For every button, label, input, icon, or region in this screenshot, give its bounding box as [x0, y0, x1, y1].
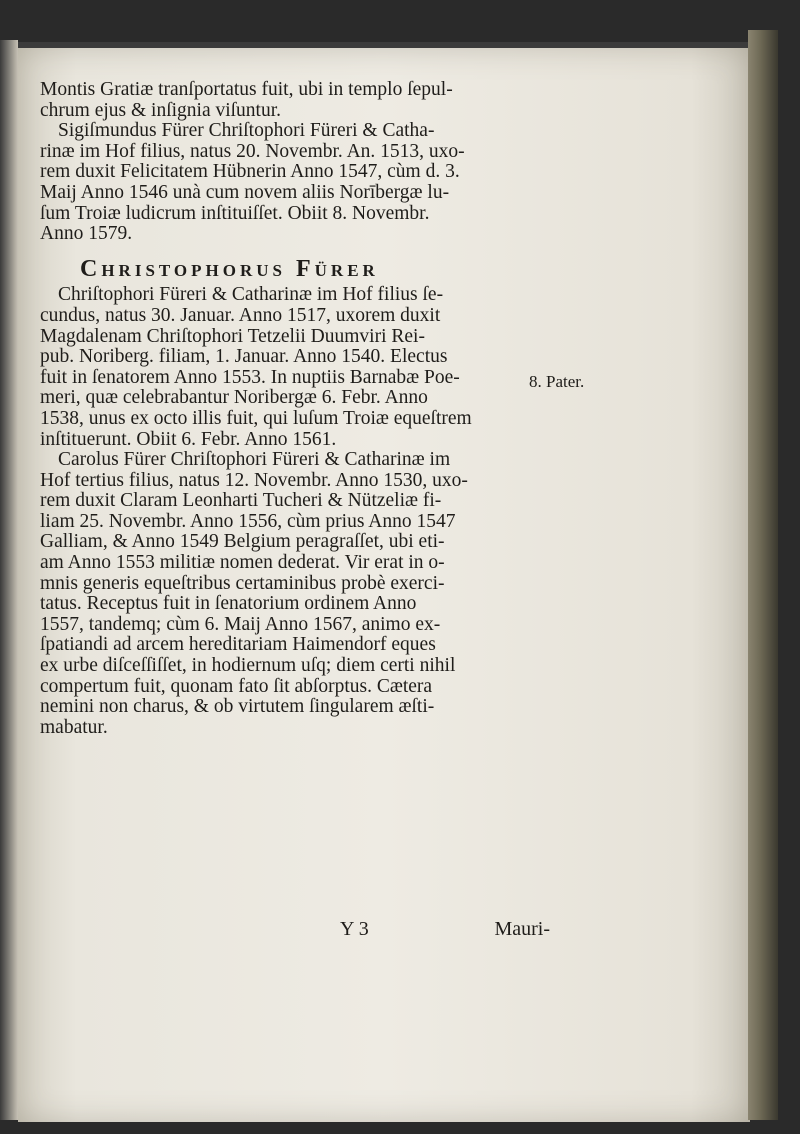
page-footer	[340, 918, 550, 941]
text-line: Anno 1579.	[40, 223, 133, 245]
text-line: ſum Troiæ ludicrum inſtituiſſet. Obiit 8. Novembr.	[40, 202, 430, 224]
text-line: Chriſtophori Füreri & Catharinæ im Hof filius ſe-	[58, 284, 444, 306]
text-line: ſpatiandi ad arcem hereditariam Haimendorf eques	[40, 634, 436, 656]
text-line: rem duxit Claram Leonharti Tucheri & Nützeliæ fi-	[40, 490, 442, 512]
text-line: compertum fuit, quonam fato ſit abſorptus. Cætera	[40, 675, 433, 697]
text-line: tatus. Receptus fuit in ſenatorium ordinem Anno	[40, 593, 417, 615]
catchword: Mauri-	[494, 918, 550, 940]
text-line: Galliam, & Anno 1549 Belgium peragraſſet, ubi eti-	[40, 531, 445, 553]
text-line: Magdalenam Chriſtophori Tetzelii Duumviri Rei-	[40, 325, 425, 347]
text-line: 1557, tandemq; cùm 6. Maij Anno 1567, animo ex-	[40, 613, 441, 635]
right-page-edge	[748, 30, 778, 1120]
text-line: Hof tertius filius, natus 12. Novembr. Anno 1530, uxo-	[40, 469, 468, 491]
page-text	[40, 80, 560, 738]
text-line: rem duxit Felicitatem Hübnerin Anno 1547, cùm d. 3.	[40, 161, 460, 183]
text-line: chrum ejus & inſignia viſuntur.	[40, 99, 282, 121]
text-line: nemini non charus, & ob virtutem ſingularem æſti-	[40, 696, 435, 718]
signature-mark: Y 3	[340, 918, 369, 940]
text-line: 1538, unus ex octo illis fuit, qui luſum Troiæ equeſtrem	[40, 407, 472, 429]
text-line: ex urbe diſceſſiſſet, in hodiernum uſq; diem certi nihil	[40, 655, 456, 677]
paragraph-4	[40, 450, 560, 738]
text-line: fuit in ſenatorem Anno 1553. In nuptiis Barnabæ Poe-	[40, 366, 460, 388]
section-heading: Christophorus Fürer	[80, 255, 379, 282]
text-line: Montis Gratiæ tranſportatus fuit, ubi in templo ſepul-	[40, 79, 453, 100]
text-line: liam 25. Novembr. Anno 1556, cùm prius Anno 1547	[40, 510, 456, 532]
text-line: mabatur.	[40, 716, 108, 738]
text-line: Carolus Fürer Chriſtophori Füreri & Catharinæ im	[58, 449, 451, 471]
text-line: pub. Noriberg. filiam, 1. Januar. Anno 1540. Electus	[40, 346, 448, 368]
paragraph-1	[40, 80, 560, 121]
margin-note: 8. Pater.	[529, 372, 585, 391]
text-line: Maij Anno 1546 unà cum novem aliis Norībergæ lu-	[40, 181, 450, 203]
text-line: rinæ im Hof filius, natus 20. Novembr. An. 1513, uxo-	[40, 140, 465, 162]
text-line: inſtituerunt. Obiit 6. Febr. Anno 1561.	[40, 428, 337, 450]
text-line: Sigiſmundus Fürer Chriſtophori Füreri & Catha-	[58, 120, 435, 142]
paragraph-3	[40, 285, 560, 450]
text-line: cundus, natus 30. Januar. Anno 1517, uxorem duxit	[40, 304, 441, 326]
text-line: meri, quæ celebrabantur Noribergæ 6. Febr. Anno	[40, 387, 428, 409]
text-line: am Anno 1553 militiæ nomen dederat. Vir erat in o-	[40, 552, 445, 574]
left-page-edge	[0, 40, 18, 1120]
paragraph-2	[40, 121, 560, 245]
text-line: mnis generis equeſtribus certaminibus probè exerci-	[40, 572, 445, 594]
